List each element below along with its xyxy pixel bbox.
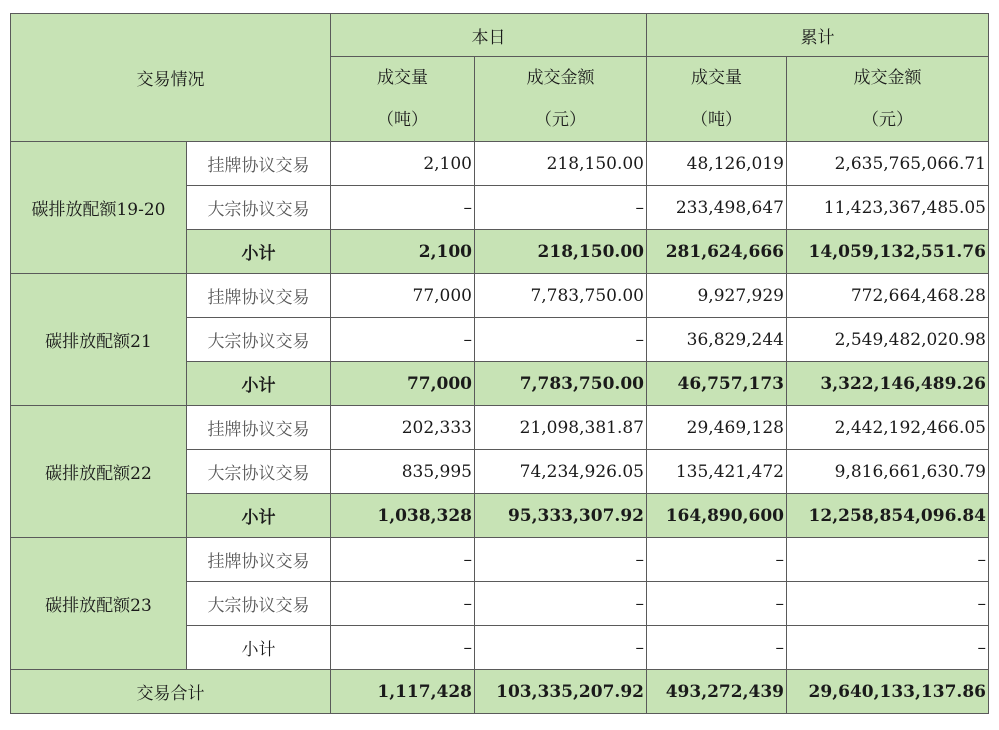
table-row — [11, 142, 989, 186]
cell-cum-volume: – — [647, 626, 787, 670]
subtotal-label: 小计 — [187, 230, 331, 274]
row-type: 挂牌协议交易 — [187, 538, 331, 582]
header-cumulative: 累计 — [647, 14, 989, 57]
cell-cum-amount: 2,442,192,466.05 — [787, 406, 989, 450]
subtotal-label: 小计 — [187, 494, 331, 538]
cell-today-amount: 7,783,750.00 — [475, 274, 647, 318]
header-today-amount: 成交金额 （元） — [475, 57, 647, 142]
cell-today-amount: 74,234,926.05 — [475, 450, 647, 494]
cell-cum-volume: 233,498,647 — [647, 186, 787, 230]
cell-cum-volume: 29,469,128 — [647, 406, 787, 450]
cell-cum-volume: – — [647, 582, 787, 626]
cell-today-amount: – — [475, 582, 647, 626]
cell-today-amount: 95,333,307.92 — [475, 494, 647, 538]
cell-cum-volume: 164,890,600 — [647, 494, 787, 538]
row-type: 挂牌协议交易 — [187, 406, 331, 450]
cell-cum-volume: 48,126,019 — [647, 142, 787, 186]
cell-today-amount: – — [475, 538, 647, 582]
table-row — [11, 538, 989, 582]
total-today-volume: 1,117,428 — [331, 670, 475, 714]
cell-today-volume: 2,100 — [331, 230, 475, 274]
cell-cum-volume: 135,421,472 — [647, 450, 787, 494]
group-label: 碳排放配额19-20 — [11, 142, 187, 274]
cell-today-volume: – — [331, 318, 475, 362]
cell-today-volume: 77,000 — [331, 362, 475, 406]
total-today-amount: 103,335,207.92 — [475, 670, 647, 714]
cell-today-volume: – — [331, 538, 475, 582]
total-cum-volume: 493,272,439 — [647, 670, 787, 714]
row-type: 大宗协议交易 — [187, 186, 331, 230]
cell-cum-amount: – — [787, 582, 989, 626]
subtotal-label: 小计 — [187, 626, 331, 670]
cell-today-amount: – — [475, 186, 647, 230]
cell-today-amount: 21,098,381.87 — [475, 406, 647, 450]
row-type: 挂牌协议交易 — [187, 142, 331, 186]
table-row — [11, 274, 989, 318]
cell-cum-amount: 772,664,468.28 — [787, 274, 989, 318]
group-label: 碳排放配额21 — [11, 274, 187, 406]
cell-cum-amount: 9,816,661,630.79 — [787, 450, 989, 494]
cell-today-volume: 2,100 — [331, 142, 475, 186]
table-row — [11, 406, 989, 450]
total-row — [11, 670, 989, 714]
trading-summary-table — [10, 13, 989, 714]
group-label: 碳排放配额22 — [11, 406, 187, 538]
cell-cum-volume: – — [647, 538, 787, 582]
row-type: 挂牌协议交易 — [187, 274, 331, 318]
header-cumulative-volume: 成交量 （吨） — [647, 57, 787, 142]
cell-today-amount: 218,150.00 — [475, 142, 647, 186]
cell-cum-volume: 46,757,173 — [647, 362, 787, 406]
cell-cum-amount: 11,423,367,485.05 — [787, 186, 989, 230]
cell-cum-volume: 9,927,929 — [647, 274, 787, 318]
cell-today-volume: 835,995 — [331, 450, 475, 494]
cell-today-volume: 202,333 — [331, 406, 475, 450]
cell-today-amount: – — [475, 318, 647, 362]
cell-cum-amount: 3,322,146,489.26 — [787, 362, 989, 406]
row-type: 大宗协议交易 — [187, 582, 331, 626]
cell-cum-amount: 2,549,482,020.98 — [787, 318, 989, 362]
cell-cum-amount: 12,258,854,096.84 — [787, 494, 989, 538]
cell-today-volume: 1,038,328 — [331, 494, 475, 538]
header-today: 本日 — [331, 14, 647, 57]
cell-today-amount: – — [475, 626, 647, 670]
group-label: 碳排放配额23 — [11, 538, 187, 670]
cell-cum-volume: 281,624,666 — [647, 230, 787, 274]
cell-today-amount: 7,783,750.00 — [475, 362, 647, 406]
cell-cum-volume: 36,829,244 — [647, 318, 787, 362]
cell-today-volume: – — [331, 582, 475, 626]
header-cumulative-amount: 成交金额 （元） — [787, 57, 989, 142]
header-today-volume: 成交量 （吨） — [331, 57, 475, 142]
cell-cum-amount: 2,635,765,066.71 — [787, 142, 989, 186]
cell-today-volume: – — [331, 186, 475, 230]
cell-today-amount: 218,150.00 — [475, 230, 647, 274]
row-type: 大宗协议交易 — [187, 450, 331, 494]
subtotal-label: 小计 — [187, 362, 331, 406]
cell-cum-amount: – — [787, 626, 989, 670]
cell-today-volume: – — [331, 626, 475, 670]
row-type: 大宗协议交易 — [187, 318, 331, 362]
header-corner: 交易情况 — [11, 14, 331, 142]
cell-cum-amount: – — [787, 538, 989, 582]
total-label: 交易合计 — [11, 670, 331, 714]
cell-cum-amount: 14,059,132,551.76 — [787, 230, 989, 274]
total-cum-amount: 29,640,133,137.86 — [787, 670, 989, 714]
cell-today-volume: 77,000 — [331, 274, 475, 318]
